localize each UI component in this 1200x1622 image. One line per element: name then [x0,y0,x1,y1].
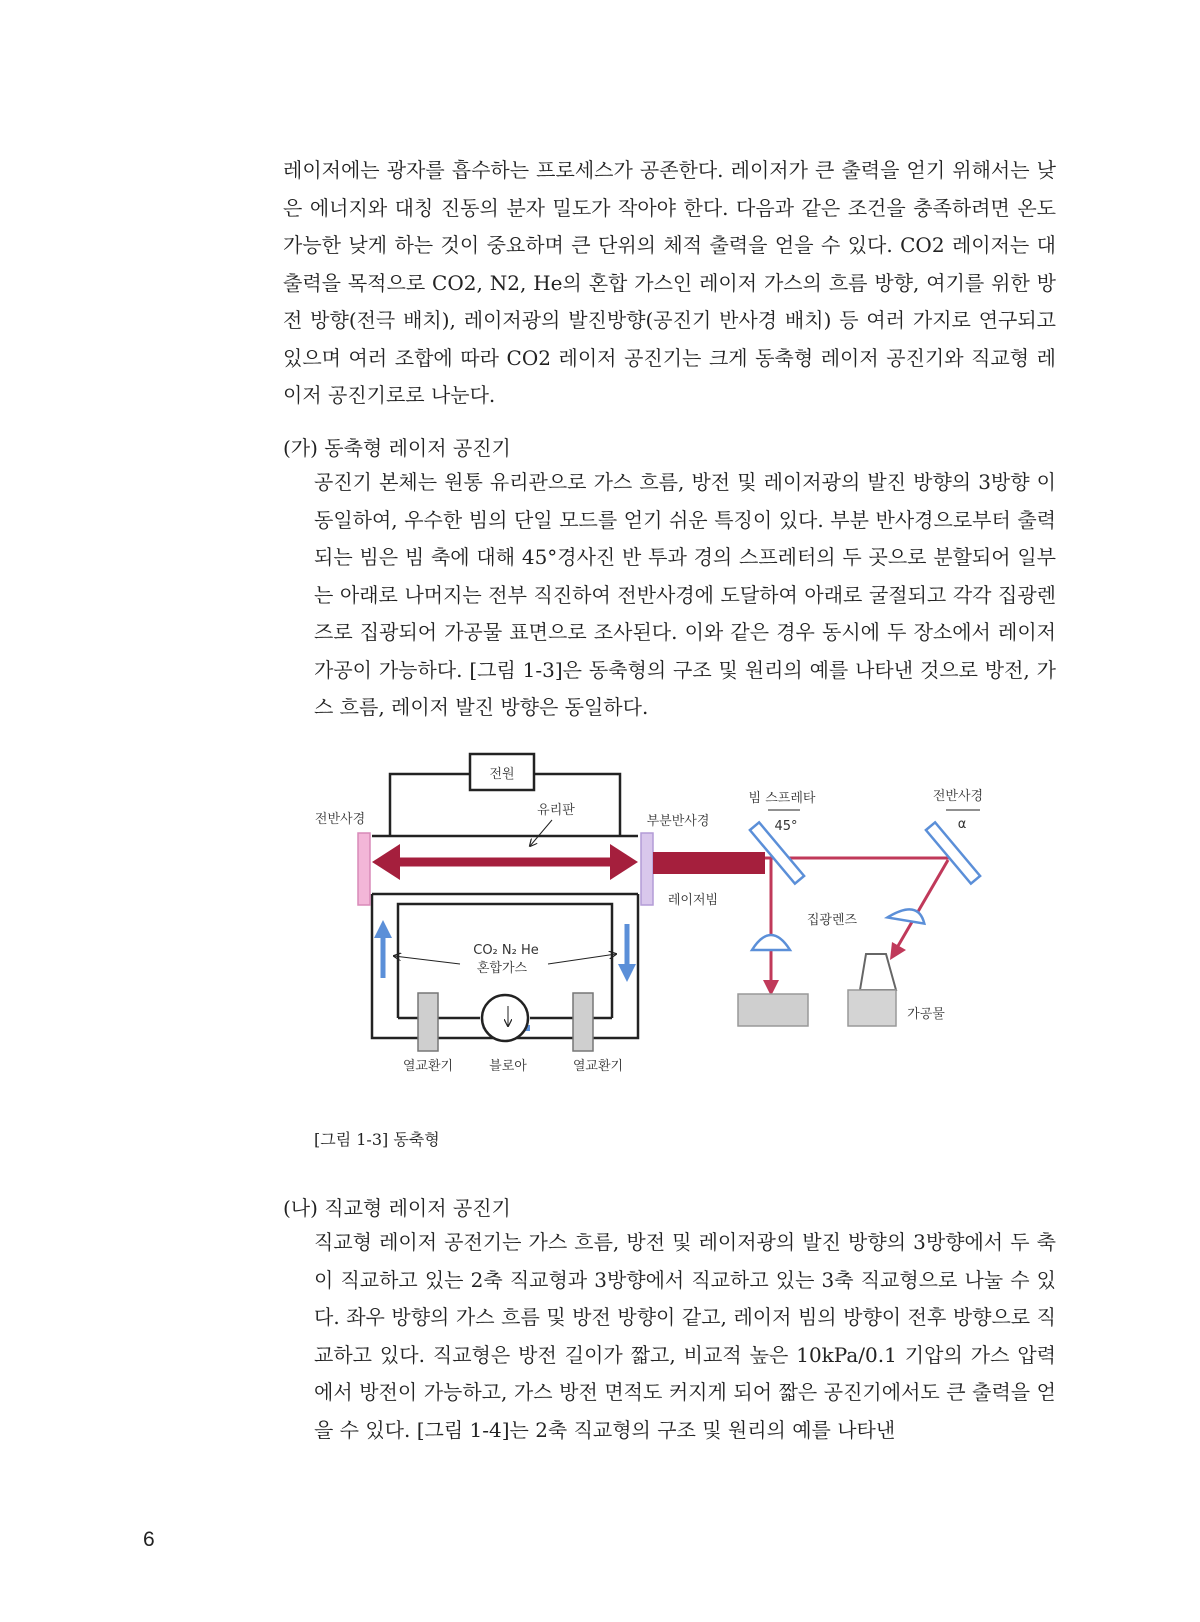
heat-exchanger-right [573,993,593,1051]
reflected-beam [898,860,948,946]
double-arrow-right-head [610,844,638,880]
heat-exchanger-left [418,993,438,1051]
workpiece-left [738,994,808,1026]
intro-paragraph: 레이저에는 광자를 흡수하는 프로세스가 공존한다. 레이저가 큰 출력을 얻기 위해서는 낮은 에너지와 대칭 진동의 분자 밀도가 작아야 한다. 다음과 같은 조건을 충족하려면 온도 가능한 낮게 하는 것이 중요하며 큰 단위의 체적 출력을 얻을 수 있다. CO2 레이저는 대출력을 목적으로 CO2, N2, He의 혼합 가스인 레이저 가스의 흐름 방향, 여기를 위한 방전 방향(전극 배치), 레이저광의 발진방향(공진기 반사경 배치) 등 여러 가지로 연구되고 있으며 여러 조합에 따라 CO2 레이저 공진기는 크게 동축형 레이저 공진기와 직교형 레이저 공진기로로 나눈다. [283,158,1056,407]
label-full-mirror-right: 전반사경 [932,789,984,804]
right-full-mirror [926,822,980,883]
gas-leader-right [548,954,616,964]
gas-leader-left [394,956,460,964]
coaxial-laser-diagram [314,767,1040,1120]
figure-caption: [그림 1-3] 동축형 [314,1130,440,1149]
section-b-paragraph: 직교형 레이저 공전기는 가스 흐름, 방전 및 레이저광의 발진 방향의 3방향에서 두 축이 직교하고 있는 2축 직교형과 3방향에서 직교하고 있는 3축 직교형으로 나눌 수 있다. 좌우 방향의 가스 흐름 및 방전 방향이 같고, 레이저 빔의 방향이 전후 방향으로 직교하고 있다. 직교형은 방전 길이가 짧고, 비교적 높은 10kPa/0.1 기압의 가스 압력에서 방전이 가능하고, 가스 방전 면적도 커지게 되어 짧은 공진기에서도 큰 출력을 얻을 수 있다. [그림 1-4]는 2축 직교형의 구조 및 원리의 예를 나타낸 [314,1230,1056,1442]
gas-arrow-down [618,964,636,982]
label-beam-splitter: 빔 스프레타 [748,791,816,806]
label-gas-mix-line1: CO₂ N₂ He [473,943,539,958]
label-workpiece: 가공물 [907,1007,945,1022]
left-full-mirror [358,833,370,905]
section-a-paragraph: 공진기 본체는 원통 유리관으로 가스 흐름, 방전 및 레이저광의 발진 방향의 3방향 이동일하여, 우수한 빔의 단일 모드를 얻기 쉬운 특징이 있다. 부분 반사경으로부터 출력되는 빔은 빔 축에 대해 45°경사진 반 투과 경의 스프레터의 두 곳으로 분할되어 일부는 아래로 나머지는 전부 직진하여 전반사경에 도달하여 아래로 굴절되고 각각 집광렌즈로 집광되어 가공물 표면으로 조사된다. 이와 같은 경우 동시에 두 장소에서 레이저 가공이 가능하다. [그림 1-3]은 동축형의 구조 및 원리의 예를 나타낸 것으로 방전, 가스 흐름, 레이저 발진 방향은 동일하다. [314,470,1056,719]
output-laser-beam [653,852,765,874]
label-alpha: α [957,817,967,832]
label-partial-mirror: 부분반사경 [646,814,710,829]
workpiece-right [848,990,896,1026]
power-wire-left [390,774,470,836]
gas-arrow-up [374,920,392,938]
glass-leader [530,820,552,846]
double-arrow-left-head [372,844,400,880]
label-glass: 유리판 [537,803,575,818]
label-angle-45: 45° [774,819,798,834]
section-a-title: (가) 동축형 레이저 공진기 [283,436,511,460]
focus-lens-left [752,935,790,950]
label-blower: 블로아 [489,1059,527,1074]
blower [482,995,528,1041]
label-heat-exchanger-right: 열교환기 [572,1059,624,1074]
label-laser-beam: 레이저빔 [667,893,719,908]
label-focus-lens: 집광렌즈 [806,913,858,928]
label-gas-mix-line2: 혼합가스 [476,961,528,976]
power-supply-label: 전원 [489,767,515,782]
label-heat-exchanger-left: 열교환기 [402,1059,454,1074]
section-b-title: (나) 직교형 레이저 공진기 [283,1196,511,1220]
label-full-mirror-left: 전반사경 [314,812,366,827]
page-number: 6 [143,1528,155,1551]
partial-mirror [641,833,653,905]
